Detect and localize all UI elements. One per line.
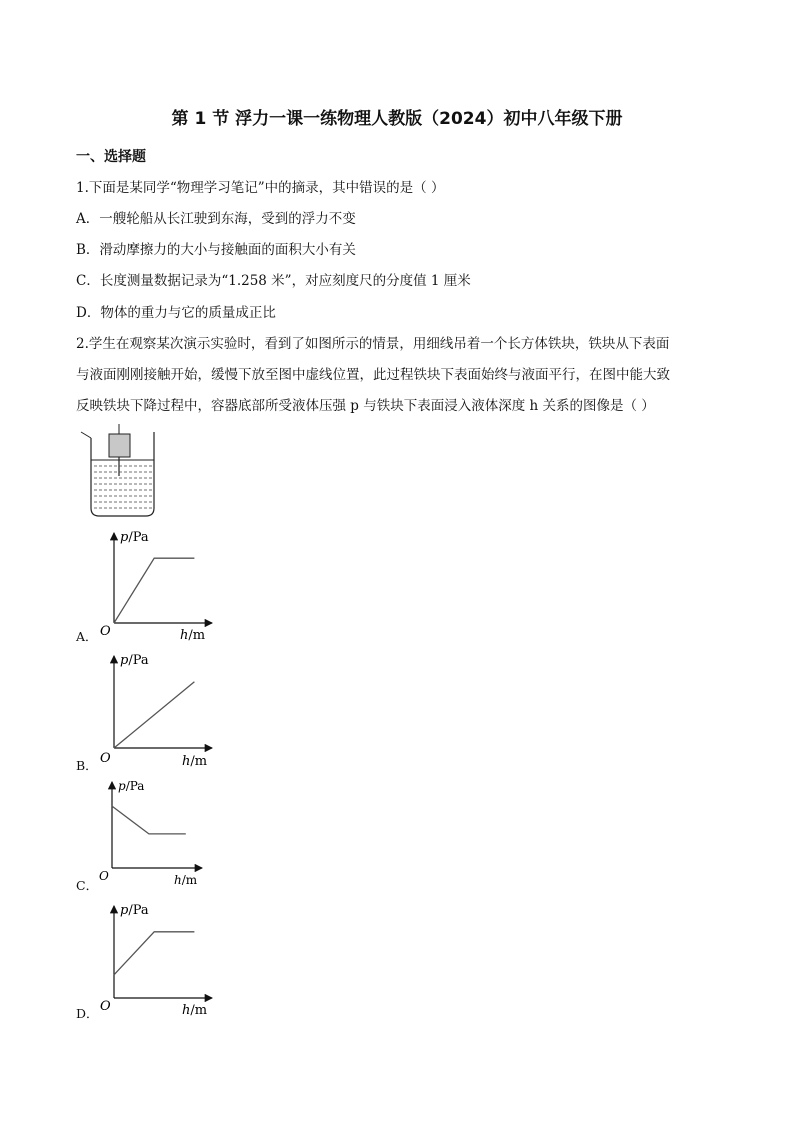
q1-stem: 1.下面是某同学“物理学习笔记”中的摘录，其中错误的是（ ） bbox=[76, 180, 445, 196]
x-axis-label: h/m bbox=[180, 628, 206, 643]
x-axis-label: h/m bbox=[182, 1003, 208, 1018]
origin-label: O bbox=[100, 751, 111, 766]
q2-stem-line3: 反映铁块下降过程中，容器底部所受液体压强 p 与铁块下表面浸入液体深度 h 关系的图像是（ ） bbox=[76, 398, 655, 414]
x-axis-label: h/m bbox=[174, 873, 198, 887]
y-axis-label: p/Pa bbox=[120, 903, 149, 918]
q1-option-a: A．一艘轮船从长江驶到东海，受到的浮力不变 bbox=[76, 211, 356, 227]
section-heading: 一、选择题 bbox=[76, 149, 146, 165]
graph-c[interactable] bbox=[94, 776, 206, 890]
q2-stem-line1: 2.学生在观察某次演示实验时，看到了如图所示的情景，用细线吊着一个长方体铁块，铁块从下表面 bbox=[76, 336, 670, 352]
series-line bbox=[114, 682, 194, 748]
q2-stem-line2: 与液面刚刚接触开始，缓慢下放至图中虚线位置，此过程铁块下表面始终与液面平行，在图中能大致 bbox=[76, 367, 670, 383]
graph-b[interactable] bbox=[94, 648, 216, 772]
graph-a[interactable] bbox=[94, 525, 214, 645]
q2-option-a-label: A． bbox=[76, 629, 98, 644]
beaker-diagram bbox=[78, 424, 168, 520]
y-axis-label: p/Pa bbox=[120, 530, 149, 545]
q1-option-c: C．长度测量数据记录为“1.258 米”，对应刻度尺的分度值 1 厘米 bbox=[76, 273, 471, 289]
origin-label: O bbox=[100, 999, 111, 1014]
series-line bbox=[114, 932, 194, 975]
origin-label: O bbox=[99, 869, 109, 883]
q1-option-d: D．物体的重力与它的质量成正比 bbox=[76, 305, 276, 321]
page-title: 第 1 节 浮力一课一练物理人教版（2024）初中八年级下册 bbox=[171, 109, 623, 129]
origin-label: O bbox=[100, 624, 111, 639]
graph-d[interactable] bbox=[94, 898, 216, 1020]
q2-option-d-label: D． bbox=[76, 1006, 99, 1021]
q2-option-c-label: C． bbox=[76, 878, 99, 893]
series-line bbox=[114, 558, 194, 623]
q2-option-b-label: B． bbox=[76, 758, 98, 773]
series-line bbox=[112, 806, 186, 834]
x-axis-label: h/m bbox=[182, 754, 208, 769]
y-axis-label: p/Pa bbox=[118, 779, 145, 793]
y-axis-label: p/Pa bbox=[120, 653, 149, 668]
q1-option-b: B．滑动摩擦力的大小与接触面的面积大小有关 bbox=[76, 242, 356, 258]
